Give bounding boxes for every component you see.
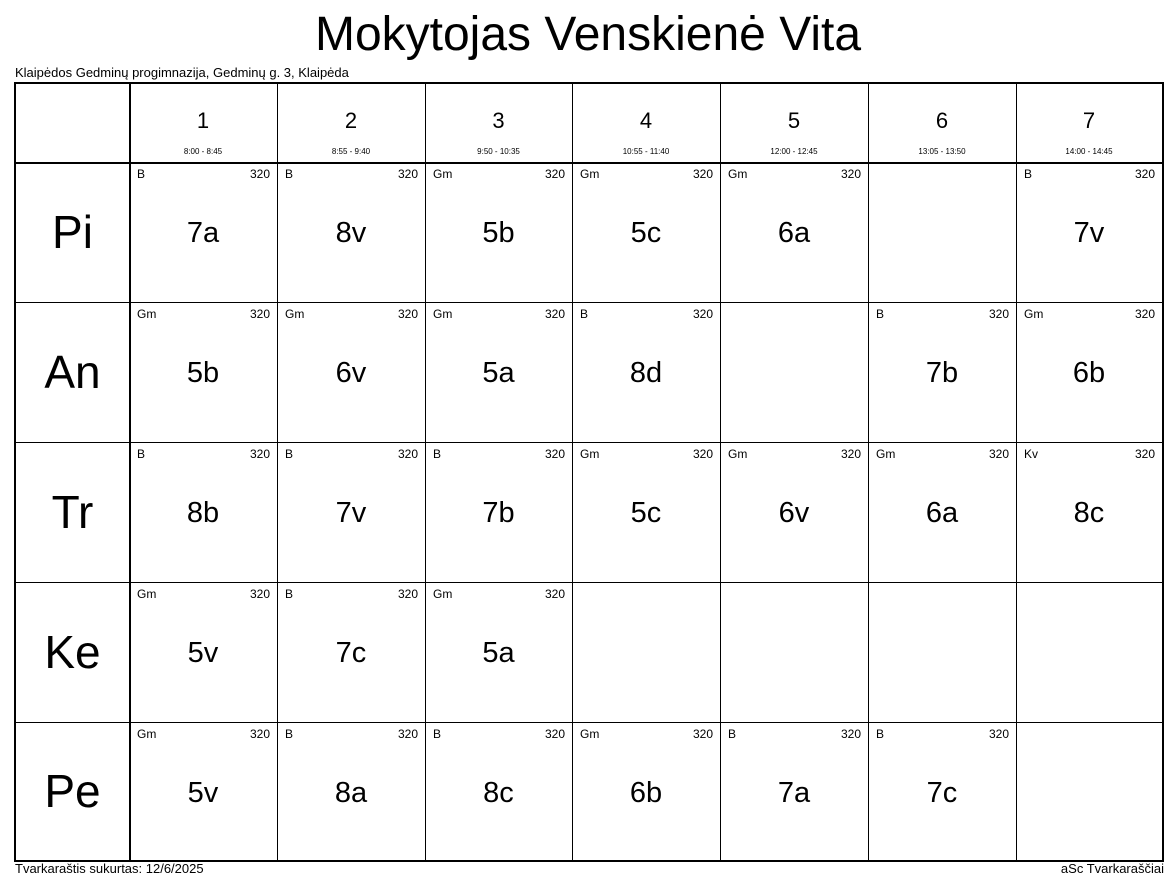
period-header	[572, 84, 720, 162]
period-header	[868, 84, 1016, 162]
period-header	[425, 84, 572, 162]
lesson-room: 320	[249, 727, 270, 741]
lesson-subject: Gm	[433, 167, 453, 181]
software-brand: aSc Tvarkaraščiai	[1060, 861, 1164, 876]
lesson-subject: Gm	[433, 587, 453, 601]
day-label: Pi	[52, 206, 93, 258]
lesson-subject: B	[285, 587, 294, 601]
lesson-room: 320	[544, 307, 565, 321]
lesson-class: 6v	[778, 497, 810, 529]
lesson-class: 8c	[1073, 497, 1105, 529]
day-label: An	[44, 346, 101, 398]
period-number: 1	[196, 108, 210, 133]
page-title: Mokytojas Venskienė Vita	[314, 8, 862, 61]
lesson-room: 320	[249, 447, 270, 461]
lesson-room: 320	[249, 307, 270, 321]
lesson-cell	[129, 162, 277, 302]
lesson-room: 320	[988, 727, 1009, 741]
lesson-room: 320	[692, 447, 713, 461]
period-time: 9:50 - 10:35	[477, 147, 520, 156]
lesson-subject: Gm	[1024, 307, 1044, 321]
lesson-class: 8a	[334, 777, 368, 809]
period-time: 13:05 - 13:50	[918, 147, 966, 156]
lesson-cell	[572, 162, 720, 302]
lesson-cell	[129, 302, 277, 442]
lesson-room: 320	[988, 307, 1009, 321]
day-label: Ke	[44, 626, 101, 678]
lesson-cell	[868, 722, 1016, 860]
lesson-class: 8d	[629, 357, 663, 389]
lesson-cell	[425, 582, 572, 722]
lesson-room: 320	[397, 167, 418, 181]
period-number: 7	[1082, 108, 1096, 133]
lesson-room: 320	[1134, 447, 1155, 461]
lesson-room: 320	[692, 167, 713, 181]
lesson-class: 6a	[925, 497, 959, 529]
lesson-class: 5c	[630, 497, 662, 529]
lesson-room: 320	[692, 727, 713, 741]
lesson-subject: B	[433, 447, 442, 461]
lesson-cell	[720, 722, 868, 860]
lesson-class: 7c	[335, 637, 367, 669]
lesson-cell	[277, 722, 425, 860]
lesson-cell	[868, 302, 1016, 442]
period-number: 5	[787, 108, 801, 133]
lesson-room: 320	[840, 447, 861, 461]
lesson-cell	[129, 722, 277, 860]
lesson-room: 320	[1134, 307, 1155, 321]
period-time: 10:55 - 11:40	[622, 147, 670, 156]
lesson-class: 5v	[187, 637, 219, 669]
lesson-class: 5b	[482, 217, 515, 249]
lesson-room: 320	[1134, 167, 1155, 181]
period-number: 3	[492, 108, 505, 133]
lesson-class: 7b	[482, 497, 515, 529]
lesson-cell	[1016, 302, 1162, 442]
lesson-subject: B	[876, 307, 885, 321]
day-label: Pe	[44, 765, 101, 817]
lesson-cell	[425, 722, 572, 860]
lesson-class: 7v	[335, 497, 367, 529]
lesson-subject: Gm	[580, 727, 600, 741]
lesson-class: 7c	[926, 777, 958, 809]
lesson-room: 320	[397, 587, 418, 601]
lesson-room: 320	[840, 167, 861, 181]
lesson-cell	[425, 302, 572, 442]
lesson-room: 320	[397, 307, 418, 321]
period-number: 4	[639, 108, 653, 133]
period-time: 12:00 - 12:45	[770, 147, 818, 156]
lesson-cell	[277, 582, 425, 722]
day-label: Tr	[51, 486, 94, 538]
lesson-cell	[572, 722, 720, 860]
lesson-class: 6a	[777, 217, 811, 249]
period-number: 6	[935, 108, 949, 133]
lesson-subject: B	[433, 727, 442, 741]
lesson-subject: B	[137, 447, 146, 461]
period-time: 8:55 - 9:40	[331, 147, 371, 156]
lesson-subject: Gm	[137, 307, 157, 321]
lesson-cell	[277, 162, 425, 302]
lesson-class: 5a	[482, 357, 515, 389]
lesson-room: 320	[544, 167, 565, 181]
lesson-subject: Gm	[137, 587, 157, 601]
created-date: Tvarkaraštis sukurtas: 12/6/2025	[15, 861, 204, 876]
lesson-subject: Kv	[1024, 447, 1039, 461]
lesson-room: 320	[840, 727, 861, 741]
period-time: 8:00 - 8:45	[183, 147, 223, 156]
lesson-class: 7a	[186, 217, 220, 249]
lesson-class: 7v	[1073, 217, 1105, 249]
lesson-room: 320	[988, 447, 1009, 461]
period-time: 14:00 - 14:45	[1065, 147, 1113, 156]
lesson-room: 320	[249, 167, 270, 181]
lesson-class: 6v	[335, 357, 367, 389]
lesson-class: 5c	[630, 217, 662, 249]
lesson-room: 320	[544, 447, 565, 461]
lesson-class: 5b	[186, 357, 220, 389]
lesson-subject: Gm	[728, 167, 748, 181]
school-address: Klaipėdos Gedminų progimnazija, Gedminų g. 3, Klaipėda	[15, 65, 349, 80]
lesson-subject: Gm	[433, 307, 453, 321]
lesson-cell	[720, 162, 868, 302]
period-header	[277, 84, 425, 162]
lesson-subject: B	[137, 167, 146, 181]
lesson-room: 320	[544, 727, 565, 741]
lesson-subject: Gm	[137, 727, 157, 741]
lesson-subject: B	[876, 727, 885, 741]
lesson-class: 8b	[186, 497, 220, 529]
lesson-subject: B	[285, 727, 294, 741]
lesson-subject: B	[728, 727, 737, 741]
timetable-grid	[14, 82, 1164, 862]
period-header	[129, 84, 277, 162]
lesson-subject: Gm	[285, 307, 305, 321]
lesson-subject: Gm	[580, 167, 600, 181]
lesson-room: 320	[692, 307, 713, 321]
lesson-room: 320	[397, 447, 418, 461]
period-header	[720, 84, 868, 162]
lesson-cell	[277, 442, 425, 582]
lesson-class: 6b	[629, 777, 663, 809]
lesson-cell	[720, 442, 868, 582]
lesson-subject: B	[285, 447, 294, 461]
lesson-cell	[572, 442, 720, 582]
lesson-subject: Gm	[580, 447, 600, 461]
lesson-class: 6b	[1072, 357, 1106, 389]
lesson-cell	[277, 302, 425, 442]
period-number: 2	[344, 108, 358, 133]
lesson-cell	[129, 582, 277, 722]
lesson-cell	[868, 442, 1016, 582]
lesson-cell	[425, 442, 572, 582]
period-header	[1016, 84, 1162, 162]
lesson-subject: B	[580, 307, 589, 321]
lesson-cell	[1016, 162, 1162, 302]
lesson-cell	[572, 302, 720, 442]
lesson-cell	[1016, 442, 1162, 582]
lesson-subject: B	[285, 167, 294, 181]
lesson-cell	[425, 162, 572, 302]
lesson-room: 320	[397, 727, 418, 741]
lesson-class: 7a	[777, 777, 811, 809]
lesson-class: 8c	[483, 777, 514, 809]
lesson-class: 5a	[482, 637, 515, 669]
lesson-class: 8v	[335, 217, 367, 249]
lesson-subject: Gm	[728, 447, 748, 461]
lesson-cell	[129, 442, 277, 582]
lesson-room: 320	[544, 587, 565, 601]
lesson-room: 320	[249, 587, 270, 601]
lesson-class: 7b	[925, 357, 959, 389]
lesson-class: 5v	[187, 777, 219, 809]
lesson-subject: B	[1024, 167, 1033, 181]
lesson-subject: Gm	[876, 447, 896, 461]
